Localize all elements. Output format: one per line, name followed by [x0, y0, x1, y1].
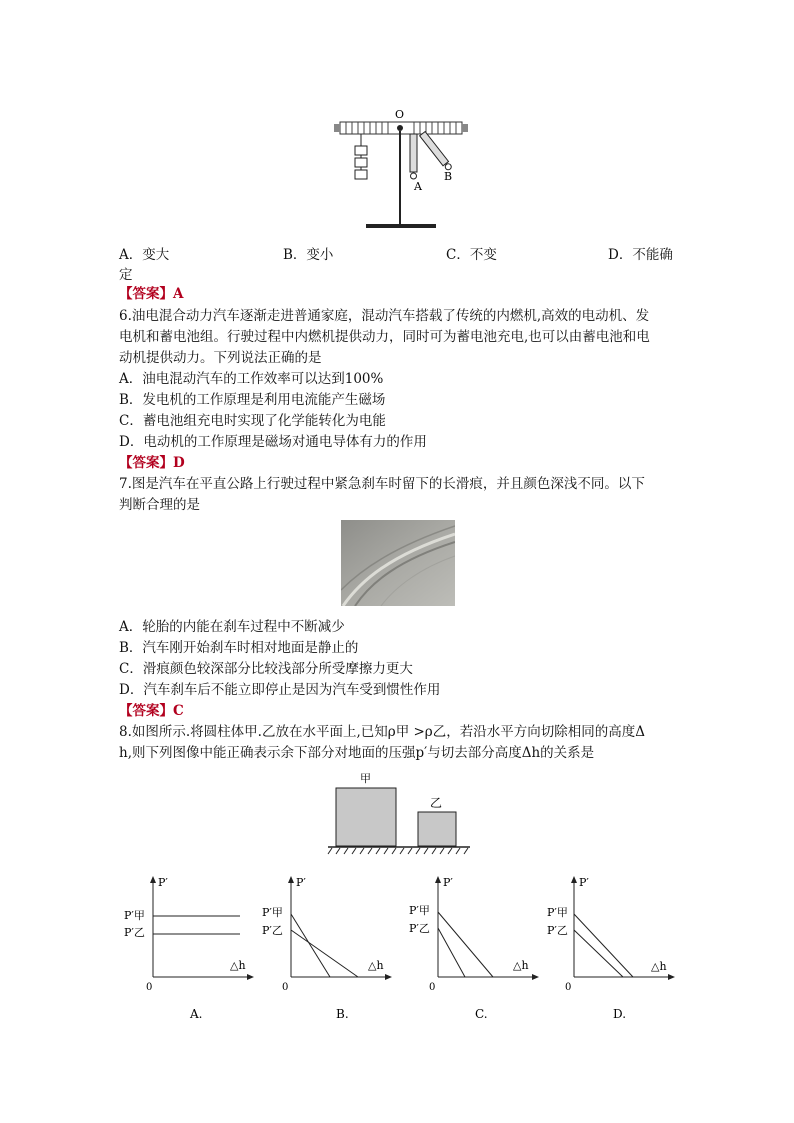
- block-label-yi: 乙: [430, 796, 443, 810]
- q7-option-c: C．滑痕颜色较深部分比较浅部分所受摩擦力更大: [119, 661, 413, 677]
- graph-option-a: [118, 872, 258, 1022]
- q5-option-d-wrap: 定: [119, 267, 133, 283]
- graph-option-d: [543, 872, 683, 1022]
- q6-stem-line-3: 动机提供动力。下列说法正确的是: [119, 350, 322, 366]
- q5-option-d: D．不能确: [608, 247, 673, 263]
- graph-d-x-label: △h: [651, 960, 667, 973]
- graph-option-c: [405, 872, 545, 1022]
- q8-stem-line-1: 8.如图所示.将圆柱体甲.乙放在水平面上,已知ρ甲 >ρ乙，若沿水平方向切除相同的高度Δ: [119, 724, 645, 740]
- q5-option-c: C．不变: [446, 247, 497, 263]
- graph-d-label: D.: [613, 1007, 627, 1021]
- q7-option-d: D．汽车刹车后不能立即停止是因为汽车受到惯性作用: [119, 682, 441, 698]
- graph-c-y-label: P′: [443, 876, 453, 889]
- q5-option-b: B．变小: [283, 247, 334, 263]
- q6-answer: 【答案】D: [119, 455, 185, 471]
- graph-b-y-label: P′: [296, 876, 306, 889]
- q5-option-a: A．变大: [119, 247, 170, 263]
- graph-option-b: [258, 872, 398, 1022]
- q6-stem-line-1: 6.油电混合动力汽车逐渐走进普通家庭，混动汽车搭载了传统的内燃机,高效的电动机、发: [119, 308, 650, 324]
- q6-option-d: D．电动机的工作原理是磁场对通电导体有力的作用: [119, 434, 427, 450]
- q6-option-b: B．发电机的工作原理是利用电流能产生磁场: [119, 392, 386, 408]
- graph-d-y-label: P′: [579, 876, 589, 889]
- block-label-jia: 甲: [360, 772, 371, 785]
- graph-c-x-label: △h: [513, 959, 529, 972]
- lever-figure: [330, 104, 470, 234]
- scale-label-b: B: [444, 170, 453, 183]
- graph-c-p-yi: P′乙: [409, 922, 430, 935]
- graph-a-x-label: △h: [230, 959, 246, 972]
- graph-a-origin: 0: [146, 982, 153, 993]
- graph-d-p-jia: P′甲: [547, 906, 568, 919]
- graph-b-x-label: △h: [368, 959, 384, 972]
- graph-a-p-jia: P′甲: [124, 909, 145, 922]
- graph-b-origin: 0: [282, 982, 289, 993]
- cylinders-figure: [326, 768, 472, 858]
- graph-d-p-yi: P′乙: [547, 924, 568, 937]
- graph-a-y-label: P′: [158, 876, 168, 889]
- graph-d-origin: 0: [565, 982, 572, 993]
- graph-a-label: A.: [190, 1007, 203, 1021]
- q6-option-a: A．油电混动汽车的工作效率可以达到100%: [119, 371, 384, 387]
- q8-stem-line-2: h,则下列图像中能正确表示余下部分对地面的压强p′与切去部分高度Δh的关系是: [119, 745, 595, 761]
- graph-c-p-jia: P′甲: [409, 904, 430, 917]
- q7-answer: 【答案】C: [119, 703, 184, 719]
- graph-c-label: C.: [475, 1007, 488, 1021]
- graph-a-p-yi: P′乙: [124, 926, 145, 939]
- q6-option-c: C．蓄电池组充电时实现了化学能转化为电能: [119, 413, 386, 429]
- q7-stem-line-2: 判断合理的是: [119, 497, 200, 513]
- q7-option-b: B．汽车刚开始刹车时相对地面是静止的: [119, 640, 359, 656]
- scale-label-a: A: [414, 180, 422, 193]
- graph-b-p-yi: P′乙: [262, 924, 283, 937]
- q6-stem-line-2: 电机和蓄电池组。行驶过程中内燃机提供动力，同时可为蓄电池充电,也可以由蓄电池和电: [119, 329, 650, 345]
- pivot-label-o: O: [395, 108, 405, 121]
- graph-b-label: B.: [336, 1007, 349, 1021]
- skid-marks-photo: [341, 520, 455, 606]
- graph-c-origin: 0: [429, 982, 436, 993]
- q5-answer: 【答案】A: [119, 286, 184, 302]
- q7-option-a: A．轮胎的内能在刹车过程中不断减少: [119, 619, 345, 635]
- q7-stem-line-1: 7.图是汽车在平直公路上行驶过程中紧急刹车时留下的长滑痕，并且颜色深浅不同。以下: [119, 476, 645, 492]
- graph-b-p-jia: P′甲: [262, 906, 283, 919]
